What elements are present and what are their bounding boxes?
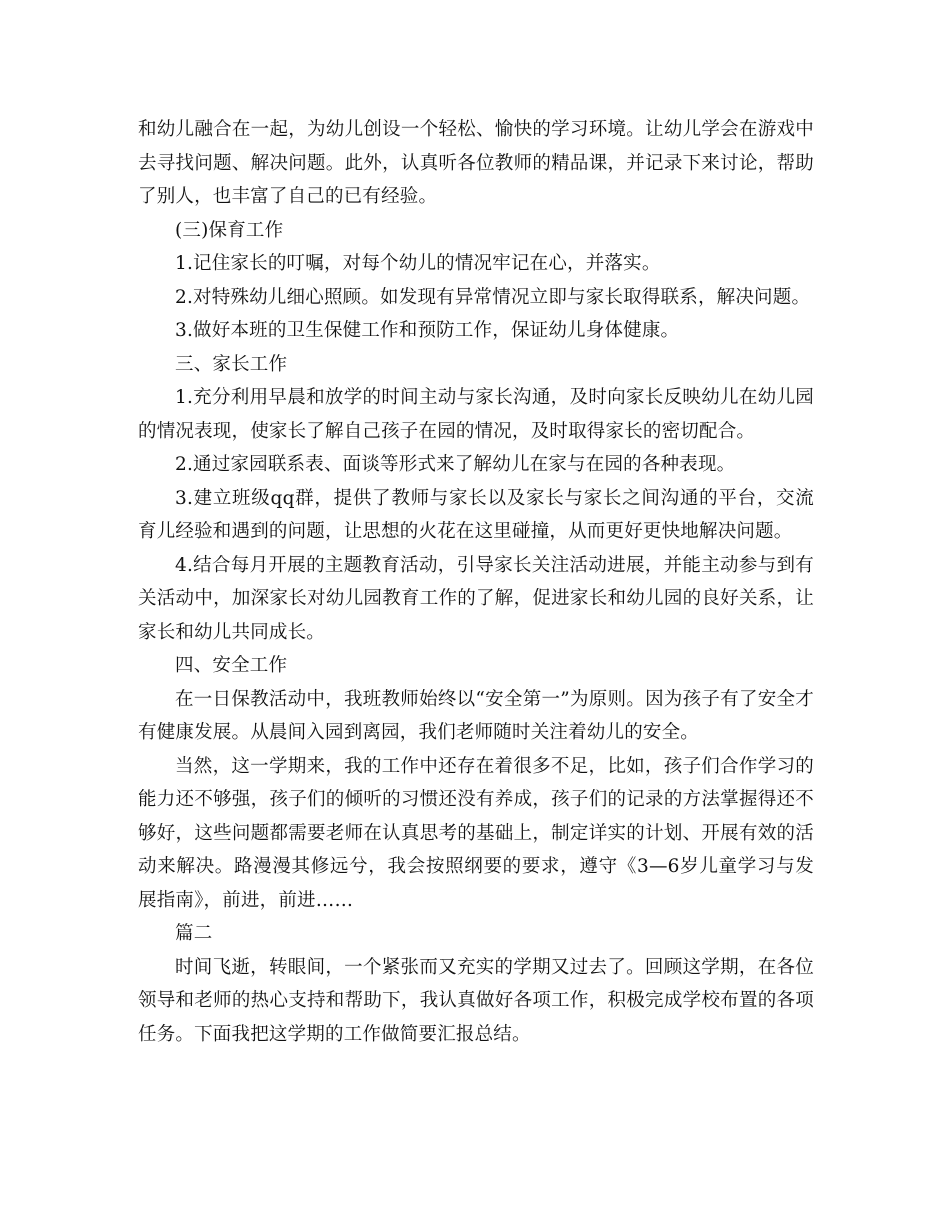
paragraph: 当然，这一学期来，我的工作中还存在着很多不足，比如，孩子们合作学习的能力还不够强，孩子们的倾听的习惯还没有养成，孩子们的记录的方法掌握得还不够好，这些问题都需要老师在认真思考的基础上，制定详实的计划、开展有效的活动来解决。路漫漫其修远兮，我会按照纲要的要求，遵守《3—6岁儿童学习与发展指南》，前进，前进…… <box>138 755 814 911</box>
paragraph: 和幼儿融合在一起，为幼儿创设一个轻松、愉快的学习环境。让幼儿学会在游戏中去寻找问题、解决问题。此外，认真听各位教师的精品课，并记录下来讨论，帮助了别人，也丰富了自己的已有经验。 <box>138 119 814 207</box>
list-item: 3.建立班级qq群，提供了教师与家长以及家长与家长之间沟通的平台，交流育儿经验和遇到的问题，让思想的火花在这里碰撞，从而更好更快地解决问题。 <box>138 487 814 542</box>
section-heading-parent-work: 三、家长工作 <box>175 353 288 375</box>
list-item: 3.做好本班的卫生保健工作和预防工作，保证幼儿身体健康。 <box>175 320 680 341</box>
section-heading-part-two: 篇二 <box>175 923 213 944</box>
paragraph: 时间飞逝，转眼间，一个紧张而又充实的学期又过去了。回顾这学期，在各位领导和老师的热心支持和帮助下，我认真做好各项工作，积极完成学校布置的各项任务。下面我把这学期的工作做简要汇报总结。 <box>138 956 814 1045</box>
section-heading-childcare: (三)保育工作 <box>175 219 284 241</box>
section-heading-safety: 四、安全工作 <box>175 655 288 676</box>
list-item: 2.对特殊幼儿细心照顾。如发现有异常情况立即与家长取得联系，解决问题。 <box>175 286 811 308</box>
list-item: 1.记住家长的叮嘱，对每个幼儿的情况牢记在心，并落实。 <box>175 253 661 274</box>
document-body <box>138 113 814 1051</box>
list-item: 2.通过家园联系表、面谈等形式来了解幼儿在家与在园的各种表现。 <box>175 454 736 475</box>
list-item: 1.充分利用早晨和放学的时间主动与家长沟通，及时向家长反映幼儿在幼儿园的情况表现，使家长了解自己孩子在园的情况，及时取得家长的密切配合。 <box>138 387 814 442</box>
paragraph: 在一日保教活动中，我班教师始终以“安全第一”为原则。因为孩子有了安全才有健康发展。从晨间入园到离园，我们老师随时关注着幼儿的安全。 <box>138 688 814 743</box>
list-item: 4.结合每月开展的主题教育活动，引导家长关注活动进展，并能主动参与到有关活动中，加深家长对幼儿园教育工作的了解，促进家长和幼儿园的良好关系，让家长和幼儿共同成长。 <box>138 554 814 643</box>
